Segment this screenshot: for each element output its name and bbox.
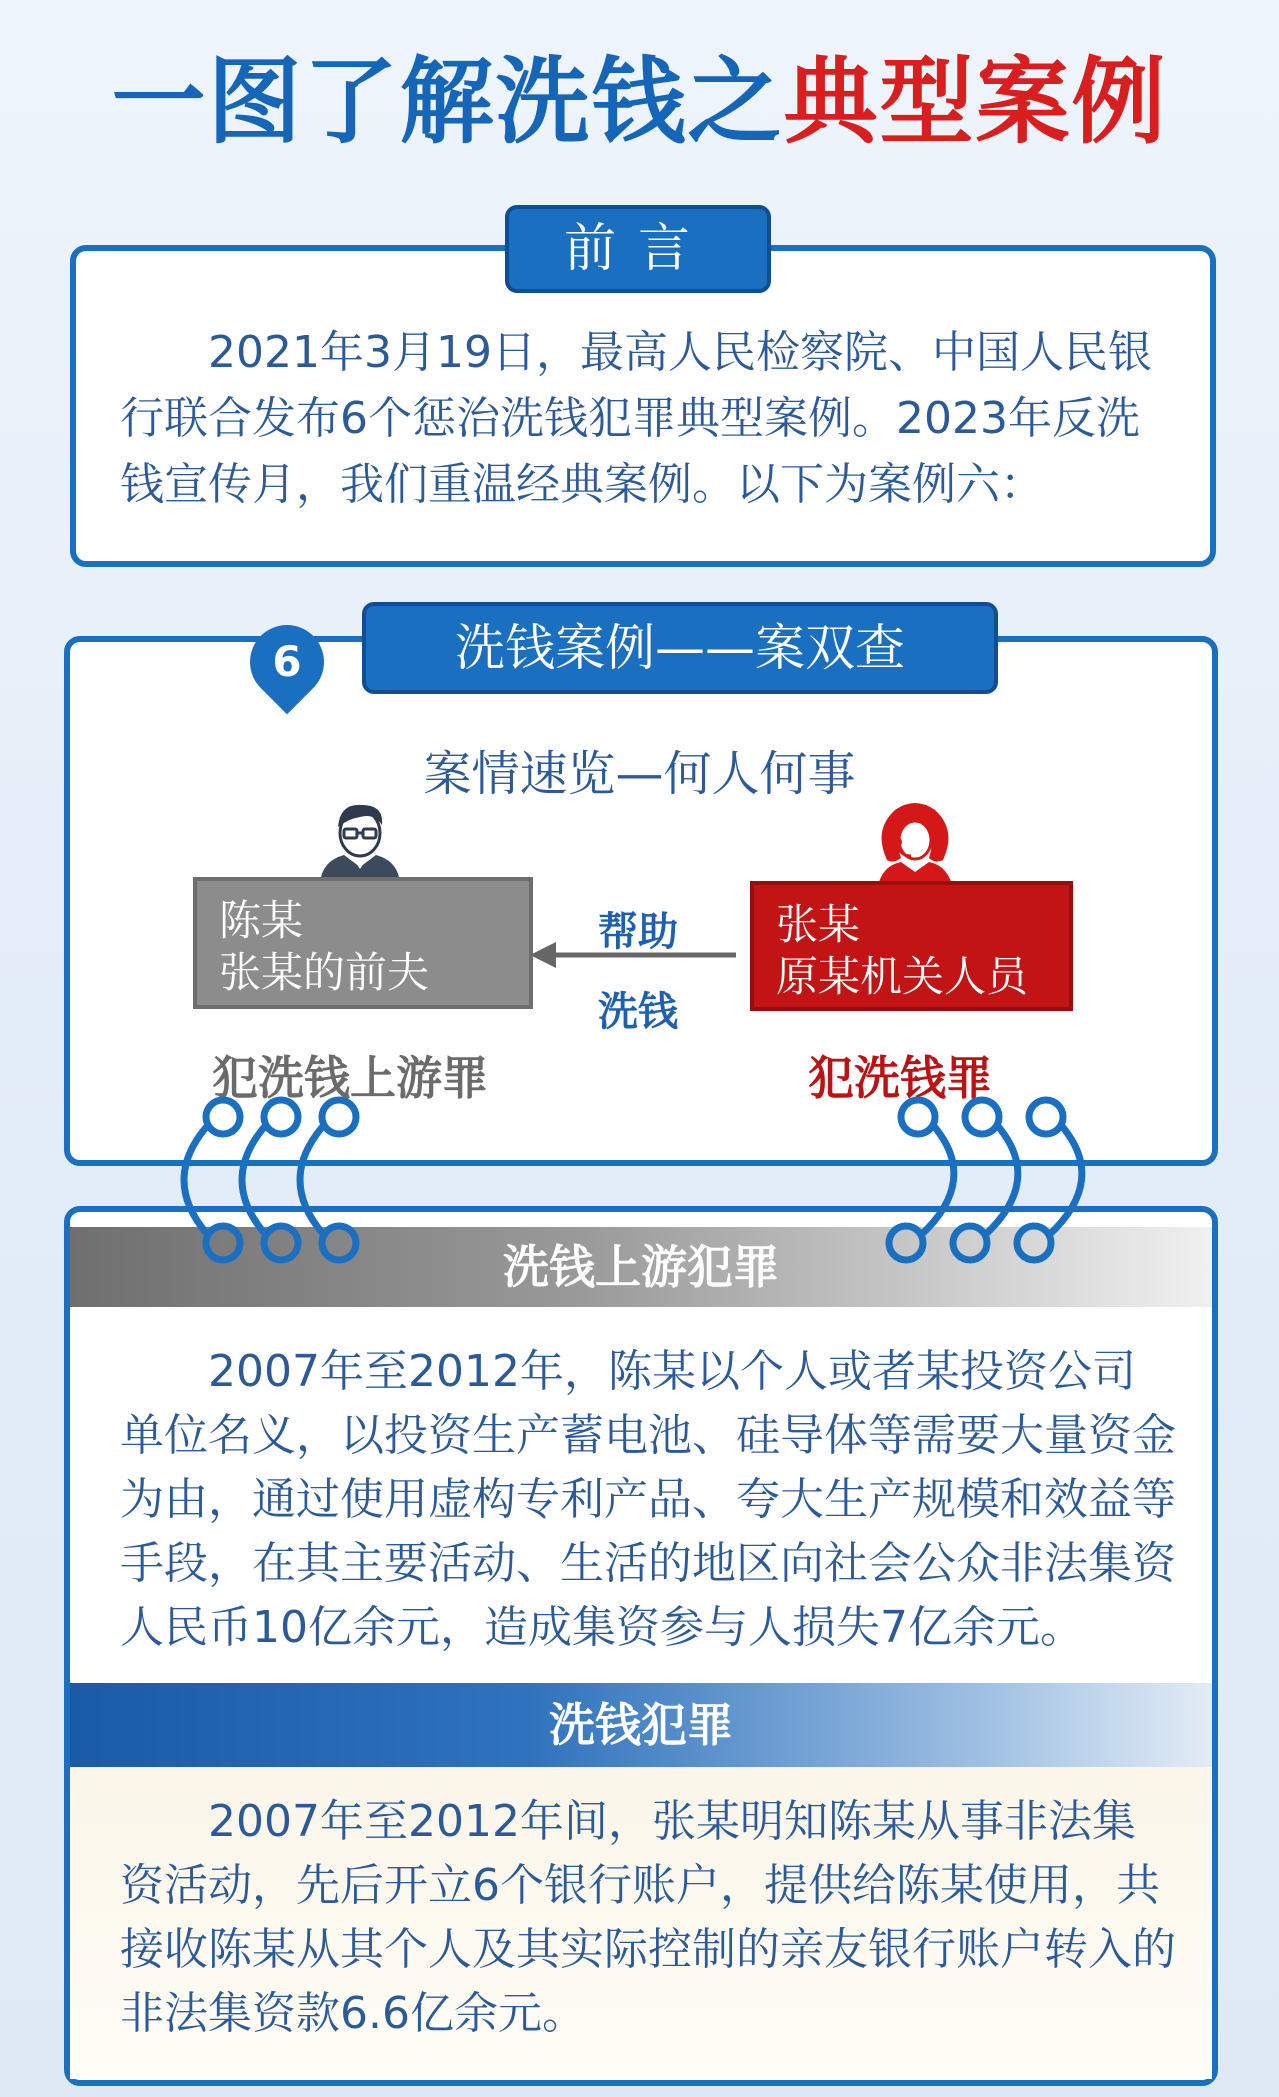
man-avatar-icon [314,797,406,883]
suspect-chen-role: 张某的前夫 [219,948,430,997]
preface-tab: 前言 [505,205,771,293]
arrow-label-launder: 洗钱 [598,989,678,1035]
case-number: 6 [272,637,302,686]
case-tab: 洗钱案例——案双查 [362,602,998,694]
case-subtitle: 案情速览—何人何事 [423,746,856,802]
upstream-crime-heading: 洗钱上游犯罪 [70,1227,1212,1307]
laundering-crime-heading: 洗钱犯罪 [70,1683,1212,1767]
title-part2: 典型案例 [783,48,1168,157]
arrow-label-help: 帮助 [598,909,678,955]
page-title [0,48,1279,158]
binder-rings-icon [0,1080,1279,1280]
chen-crime-label: 犯洗钱上游罪 [212,1051,488,1105]
woman-avatar-icon [865,800,965,890]
suspect-zhang-name: 张某 [776,900,861,949]
laundering-crime-text: 2007年至2012年间，张某明知陈某从事非法集资活动，先后开立6个银行账户，提供给陈某使用，共接收陈某从其个人及其实际控制的亲友银行账户转入的非法集资款6.6亿余元。 [120,1796,1176,2039]
title-part1: 一图了解洗钱之 [111,48,784,157]
suspect-zhang-role: 原某机关人员 [776,952,1029,1001]
suspect-chen-name: 陈某 [219,896,304,945]
suspect-zhang-box [750,881,1073,1011]
preface-text: 2021年3月19日，最高人民检察院、中国人民银行联合发布6个惩治洗钱犯罪典型案例。2023年反洗钱宣传月，我们重温经典案例。以下为案例六： [120,327,1152,510]
zhang-crime-label: 犯洗钱罪 [808,1051,992,1105]
suspect-chen-box [193,877,533,1009]
upstream-crime-text: 2007年至2012年，陈某以个人或者某投资公司单位名义，以投资生产蓄电池、硅导体等需要大量资金为由，通过使用虚构专利产品、夸大生产规模和效益等手段，在其主要活动、生活的地区向社会公众非法集资人民币10亿余元，造成集资参与人损失7亿余元。 [120,1346,1176,1653]
